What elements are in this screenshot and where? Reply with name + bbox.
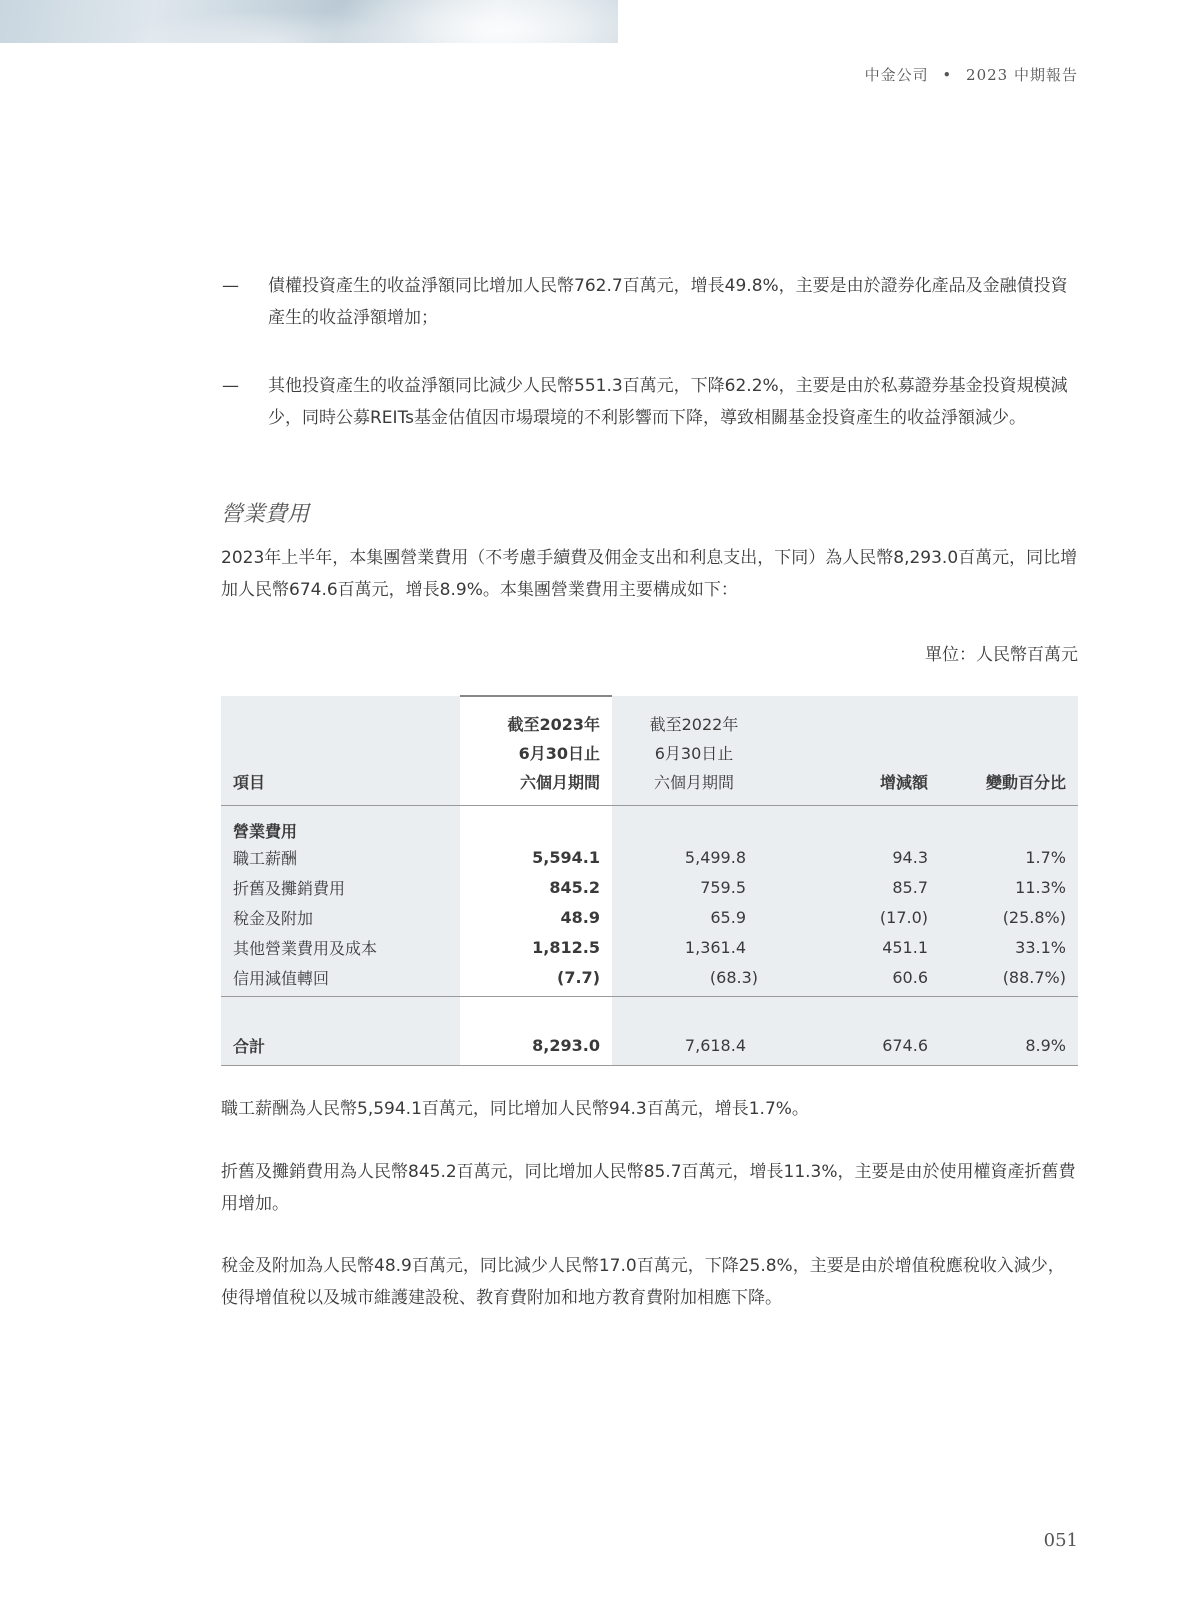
row-current: 1,812.5	[460, 932, 612, 962]
total-change: 674.6	[776, 1025, 940, 1066]
report-name: 2023 中期報告	[966, 66, 1078, 84]
header-cur-line3: 六個月期間	[519, 773, 600, 792]
row-change: 94.3	[776, 842, 940, 872]
tax-paragraph: 稅金及附加為人民幣48.9百萬元，同比減少人民幣17.0百萬元，下降25.8%，主要是由於增值稅應稅收入減少，使得增值稅以及城市維護建設稅、教育費附加和地方教育費附加相應下降。	[221, 1256, 1065, 1308]
table-header-row	[221, 696, 1078, 806]
company-name: 中金公司	[864, 66, 929, 84]
header-cur-line1: 截至2023年	[507, 715, 600, 734]
row-pct: (88.7%)	[940, 962, 1078, 997]
header-prev-line1: 截至2022年	[649, 715, 739, 734]
row-prior: 759.5	[612, 872, 776, 902]
table-row	[221, 872, 1078, 902]
header-separator: •	[942, 66, 953, 84]
row-prior: (68.3)	[612, 962, 776, 997]
group-label: 營業費用	[221, 806, 460, 843]
bullet-dash: —	[222, 276, 239, 296]
row-pct: 1.7%	[940, 842, 1078, 872]
header-item: 項目	[221, 696, 460, 806]
total-current: 8,293.0	[460, 1025, 612, 1066]
row-change: 85.7	[776, 872, 940, 902]
row-change: (17.0)	[776, 902, 940, 932]
row-pct: 11.3%	[940, 872, 1078, 902]
unit-label: 單位：人民幣百萬元	[925, 645, 1078, 665]
row-current: 845.2	[460, 872, 612, 902]
row-item: 信用減值轉回	[221, 962, 460, 997]
table-group-row	[221, 806, 1078, 843]
row-item: 職工薪酬	[221, 842, 460, 872]
header-pct-change: 變動百分比	[940, 696, 1078, 806]
row-pct: 33.1%	[940, 932, 1078, 962]
page-number: 051	[1043, 1530, 1078, 1551]
bullet-text: 其他投資產生的收益淨額同比減少人民幣551.3百萬元，下降62.2%，主要是由於私募證券基金投資規模減少，同時公募REITs基金估值因市場環境的不利影響而下降，導致相關基金投資產生的收益淨額減少。	[268, 376, 1068, 428]
header-prev-line3: 六個月期間	[653, 773, 734, 792]
total-pct: 8.9%	[940, 1025, 1078, 1066]
table-spacer-row	[221, 997, 1078, 1026]
header-cur-line2: 6月30日止	[518, 744, 600, 763]
row-prior: 1,361.4	[612, 932, 776, 962]
row-change: 60.6	[776, 962, 940, 997]
row-item: 其他營業費用及成本	[221, 932, 460, 962]
header-prev-line2: 6月30日止	[654, 744, 734, 763]
table-row	[221, 902, 1078, 932]
row-current: (7.7)	[460, 962, 612, 997]
row-current: 5,594.1	[460, 842, 612, 872]
bullet-item	[222, 270, 1078, 334]
total-item: 合計	[221, 1025, 460, 1066]
table-row	[221, 962, 1078, 997]
header-prior-period	[612, 696, 776, 806]
bullet-item	[222, 370, 1078, 434]
running-header	[865, 64, 1078, 85]
bullet-text: 債權投資產生的收益淨額同比增加人民幣762.7百萬元，增長49.8%，主要是由於證券化產品及金融債投資產生的收益淨額增加；	[268, 276, 1068, 328]
table-total-row	[221, 1025, 1078, 1066]
section-title: 營業費用	[221, 502, 310, 527]
bullet-dash: —	[222, 376, 239, 396]
header-current-period	[460, 696, 612, 806]
depreciation-paragraph: 折舊及攤銷費用為人民幣845.2百萬元，同比增加人民幣85.7百萬元，增長11.3%，主要是由於使用權資產折舊費用增加。	[221, 1162, 1076, 1214]
table-row	[221, 842, 1078, 872]
header-banner-image	[0, 0, 618, 43]
row-pct: (25.8%)	[940, 902, 1078, 932]
row-prior: 5,499.8	[612, 842, 776, 872]
row-prior: 65.9	[612, 902, 776, 932]
row-change: 451.1	[776, 932, 940, 962]
total-prior: 7,618.4	[612, 1025, 776, 1066]
intro-paragraph: 2023年上半年，本集團營業費用（不考慮手續費及佣金支出和利息支出，下同）為人民幣8,293.0百萬元，同比增加人民幣674.6百萬元，增長8.9%。本集團營業費用主要構成如下：	[221, 548, 1078, 600]
row-current: 48.9	[460, 902, 612, 932]
staff-cost-paragraph: 職工薪酬為人民幣5,594.1百萬元，同比增加人民幣94.3百萬元，增長1.7%。	[221, 1099, 809, 1119]
table-row	[221, 932, 1078, 962]
header-change: 增減額	[776, 696, 940, 806]
row-item: 折舊及攤銷費用	[221, 872, 460, 902]
operating-expenses-table	[221, 695, 1078, 1066]
row-item: 稅金及附加	[221, 902, 460, 932]
